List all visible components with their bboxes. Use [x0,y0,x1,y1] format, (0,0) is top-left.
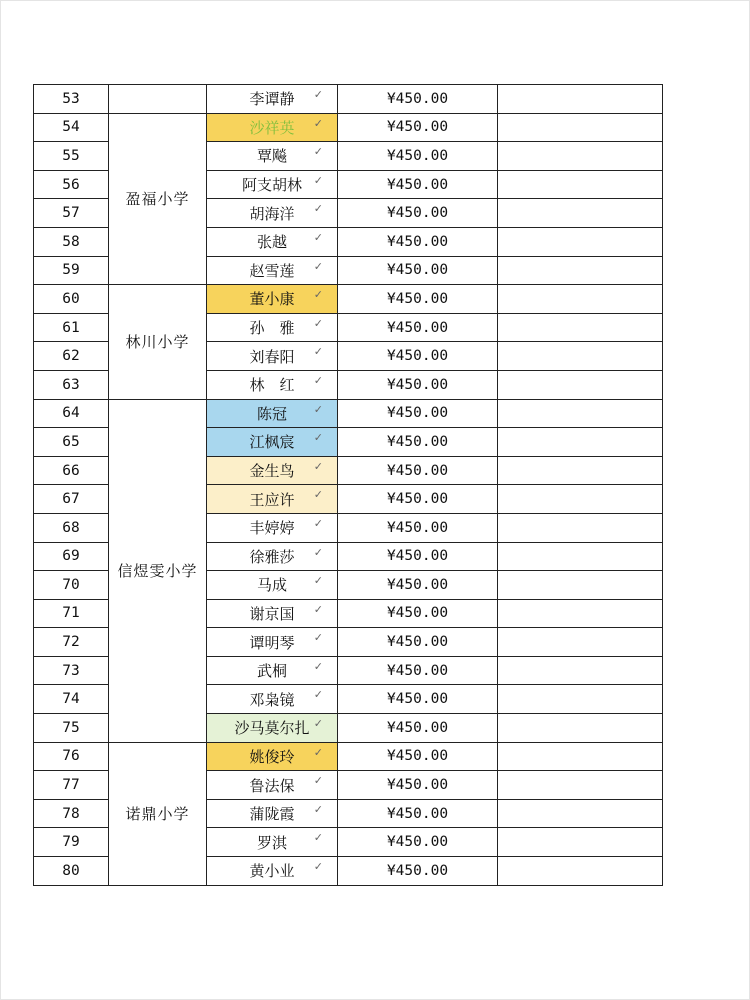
student-name-cell [207,571,338,600]
student-name: 董小康 [249,290,295,309]
remarks-cell [498,857,663,886]
student-name: 陈冠 [256,404,287,423]
row-number: 67 [34,485,109,514]
school-name: 诺鼎小学 [109,742,207,885]
student-name: 罗淇 [256,833,287,852]
check-mark-icon: ✓ [313,459,323,473]
check-mark-icon: ✓ [313,431,323,445]
student-name: 谭明琴 [249,633,295,652]
row-number: 78 [34,799,109,828]
student-name-cell [207,256,338,285]
remarks-cell [498,656,663,685]
check-mark-icon: ✓ [313,545,323,559]
remarks-cell [498,313,663,342]
check-mark-icon: ✓ [313,631,323,645]
remarks-cell [498,199,663,228]
remarks-cell [498,113,663,142]
amount: ¥450.00 [338,256,498,285]
check-mark-icon: ✓ [313,316,323,330]
student-name: 沙马莫尔扎 [234,719,310,738]
remarks-cell [498,342,663,371]
amount: ¥450.00 [338,571,498,600]
check-mark-icon: ✓ [313,116,323,130]
student-name-cell [207,799,338,828]
check-mark-icon: ✓ [313,173,323,187]
student-name-cell [207,628,338,657]
student-name-cell [207,656,338,685]
remarks-cell [498,742,663,771]
row-number: 69 [34,542,109,571]
remarks-cell [498,485,663,514]
student-name: 胡海洋 [249,204,295,223]
student-name-cell [207,370,338,399]
student-name: 沙祥英 [249,118,295,137]
student-name-cell [207,285,338,314]
amount: ¥450.00 [338,428,498,457]
row-number: 73 [34,656,109,685]
school-name: 林川小学 [109,285,207,399]
student-name: 徐雅莎 [249,547,295,566]
remarks-cell [498,771,663,800]
student-name: 王应许 [249,490,295,509]
check-mark-icon: ✓ [313,659,323,673]
row-number: 70 [34,571,109,600]
row-number: 56 [34,170,109,199]
check-mark-icon: ✓ [313,745,323,759]
student-name-cell [207,542,338,571]
amount: ¥450.00 [338,85,498,114]
school-name [109,85,207,114]
remarks-cell [498,85,663,114]
remarks-cell [498,256,663,285]
student-name: 邓枭镜 [249,690,295,709]
student-name: 张越 [256,233,287,252]
school-name: 盈福小学 [109,113,207,285]
amount: ¥450.00 [338,285,498,314]
student-name-cell [207,456,338,485]
check-mark-icon: ✓ [313,402,323,416]
check-mark-icon: ✓ [313,373,323,387]
check-mark-icon: ✓ [313,259,323,273]
row-number: 66 [34,456,109,485]
remarks-cell [498,828,663,857]
amount: ¥450.00 [338,599,498,628]
student-name: 姚俊玲 [249,747,295,766]
check-mark-icon: ✓ [313,574,323,588]
remarks-cell [498,170,663,199]
student-name-cell [207,170,338,199]
student-name: 江枫宸 [249,433,295,452]
student-name-cell [207,828,338,857]
row-number: 65 [34,428,109,457]
student-name: 刘春阳 [249,347,295,366]
table-row [34,742,663,771]
remarks-cell [498,456,663,485]
row-number: 59 [34,256,109,285]
student-name: 李谭静 [249,90,295,109]
student-name-cell [207,428,338,457]
student-name: 赵雪莲 [249,261,295,280]
check-mark-icon: ✓ [313,488,323,502]
check-mark-icon: ✓ [313,230,323,244]
row-number: 58 [34,227,109,256]
remarks-cell [498,714,663,743]
remarks-cell [498,542,663,571]
row-number: 53 [34,85,109,114]
student-name: 蒲陇霞 [249,805,295,824]
amount: ¥450.00 [338,113,498,142]
student-name-cell [207,313,338,342]
amount: ¥450.00 [338,313,498,342]
amount: ¥450.00 [338,456,498,485]
amount: ¥450.00 [338,199,498,228]
remarks-cell [498,628,663,657]
check-mark-icon: ✓ [313,88,323,101]
remarks-cell [498,142,663,171]
check-mark-icon: ✓ [313,516,323,530]
remarks-cell [498,370,663,399]
student-name: 黄小业 [249,862,295,881]
amount: ¥450.00 [338,485,498,514]
table-row [34,113,663,142]
check-mark-icon: ✓ [313,860,323,874]
amount: ¥450.00 [338,742,498,771]
amount: ¥450.00 [338,227,498,256]
check-mark-icon: ✓ [313,345,323,359]
student-name-cell [207,742,338,771]
student-name-cell [207,342,338,371]
student-name-cell [207,142,338,171]
student-name-cell [207,771,338,800]
amount: ¥450.00 [338,685,498,714]
row-number: 79 [34,828,109,857]
student-name-cell [207,714,338,743]
student-name: 金生鸟 [249,462,295,481]
check-mark-icon: ✓ [313,145,323,159]
amount: ¥450.00 [338,370,498,399]
amount: ¥450.00 [338,542,498,571]
student-name-cell [207,513,338,542]
amount: ¥450.00 [338,799,498,828]
row-number: 72 [34,628,109,657]
student-name-cell [207,685,338,714]
check-mark-icon: ✓ [313,717,323,731]
check-mark-icon: ✓ [313,288,323,302]
remarks-cell [498,599,663,628]
table-body [34,85,663,886]
row-number: 68 [34,513,109,542]
student-name-cell [207,857,338,886]
amount: ¥450.00 [338,513,498,542]
student-name: 谢京国 [249,604,295,623]
school-name: 信煜雯小学 [109,399,207,742]
student-name: 丰婷婷 [249,519,295,538]
student-name-cell [207,227,338,256]
student-name-cell [207,85,338,114]
row-number: 54 [34,113,109,142]
row-number: 76 [34,742,109,771]
row-number: 74 [34,685,109,714]
amount: ¥450.00 [338,857,498,886]
check-mark-icon: ✓ [313,202,323,216]
student-name: 覃飚 [256,147,287,166]
student-name: 马成 [256,576,287,595]
amount: ¥450.00 [338,714,498,743]
amount: ¥450.00 [338,399,498,428]
row-number: 62 [34,342,109,371]
check-mark-icon: ✓ [313,602,323,616]
amount: ¥450.00 [338,142,498,171]
student-name: 鲁法保 [249,776,295,795]
student-name: 阿支胡林 [241,176,302,195]
row-number: 61 [34,313,109,342]
row-number: 63 [34,370,109,399]
check-mark-icon: ✓ [313,688,323,702]
student-name-cell [207,113,338,142]
table-row [34,399,663,428]
row-number: 60 [34,285,109,314]
amount: ¥450.00 [338,170,498,199]
amount: ¥450.00 [338,771,498,800]
remarks-cell [498,227,663,256]
check-mark-icon: ✓ [313,774,323,788]
remarks-cell [498,513,663,542]
student-name-cell [207,399,338,428]
student-name: 武桐 [256,662,287,681]
remarks-cell [498,799,663,828]
remarks-cell [498,399,663,428]
row-number: 80 [34,857,109,886]
row-number: 57 [34,199,109,228]
student-name-cell [207,199,338,228]
amount: ¥450.00 [338,342,498,371]
student-name-cell [207,599,338,628]
row-number: 64 [34,399,109,428]
table-row [34,285,663,314]
remarks-cell [498,685,663,714]
remarks-cell [498,428,663,457]
row-number: 75 [34,714,109,743]
payment-table [33,84,663,886]
table-row [34,85,663,114]
student-name: 孙 雅 [249,319,295,338]
remarks-cell [498,285,663,314]
amount: ¥450.00 [338,656,498,685]
check-mark-icon: ✓ [313,802,323,816]
row-number: 55 [34,142,109,171]
check-mark-icon: ✓ [313,831,323,845]
student-name: 林 红 [249,376,295,395]
student-name-cell [207,485,338,514]
row-number: 71 [34,599,109,628]
remarks-cell [498,571,663,600]
amount: ¥450.00 [338,828,498,857]
row-number: 77 [34,771,109,800]
amount: ¥450.00 [338,628,498,657]
